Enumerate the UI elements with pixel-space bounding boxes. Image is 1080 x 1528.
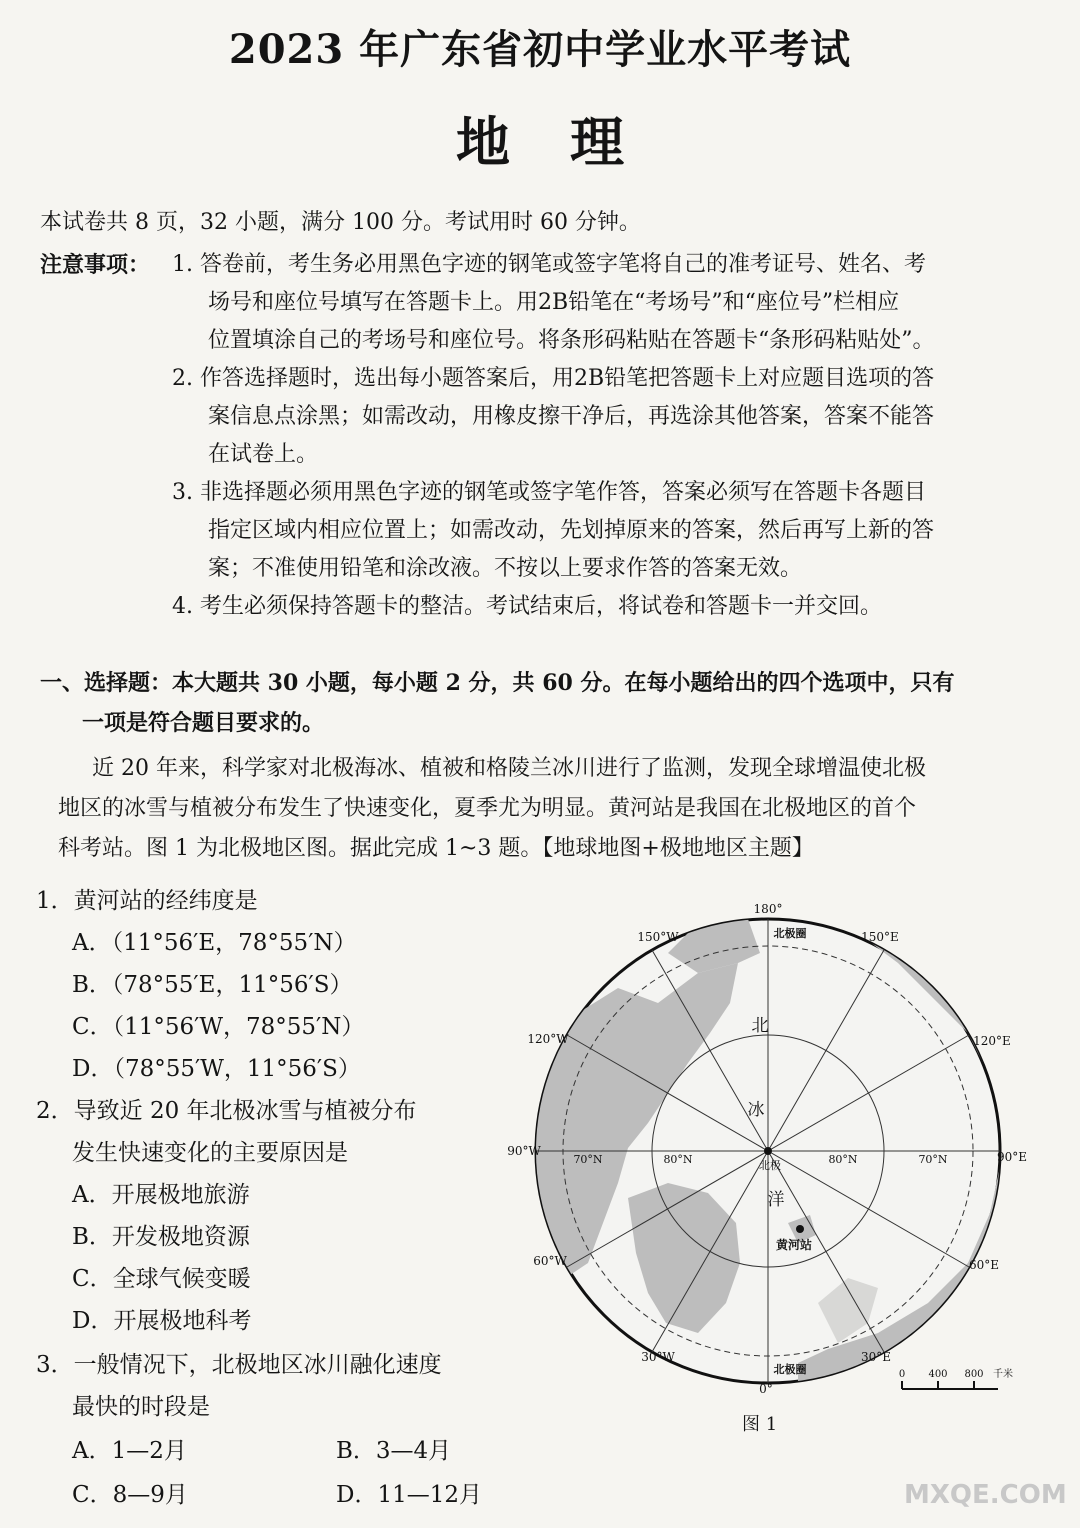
passage-line: 地区的冰雪与植被分布发生了快速变化，夏季尤为明显。黄河站是我国在北极地区的首个 [58,796,917,821]
question-stem: 2．导致近 20 年北极冰雪与植被分布 [36,1098,417,1124]
lon-label: 120°E [973,1034,1011,1048]
question-option: D．（78°55′W，11°56′S） [72,1056,361,1082]
passage-line: 科考站。图 1 为北极地区图。据此完成 1~3 题。【地球地图+极地地区主题】 [58,836,814,861]
note-line: 2. 作答选择题时，选出每小题答案后，用2B铅笔把答题卡上对应题目选项的答 [172,366,935,391]
scale-label: 0 [898,1369,906,1380]
question-option: D．开展极地科考 [72,1308,252,1334]
note-line: 3. 非选择题必须用黑色字迹的钢笔或签字笔作答，答案必须写在答题卡各题目 [172,480,926,505]
watermark-text: MXQE.COM [904,1480,1067,1510]
lon-label: 0° [759,1382,773,1393]
lat-label: 80°N [828,1153,858,1166]
note-line: 1. 答卷前，考生务必用黑色字迹的钢笔或签字笔将自己的准考证号、姓名、考 [172,252,926,277]
lon-label: 120°W [527,1032,569,1046]
question-option: B．（78°55′E，11°56′S） [72,972,353,998]
question-stem: 发生快速变化的主要原因是 [72,1140,348,1166]
notes-label: 注意事项： [40,252,151,278]
north-pole-marker [764,1147,772,1155]
note-line: 4. 考生必须保持答题卡的整洁。考试结束后，将试卷和答题卡一并交回。 [172,594,882,619]
lon-label: 60°E [968,1258,1000,1272]
station-label: 黄河站 [775,1238,813,1252]
section-heading-cont: 一项是符合题目要求的。 [82,710,325,736]
arctic-circle-label: 北极圈 [773,1363,807,1376]
note-line: 位置填涂自己的考场号和座位号。将条形码粘贴在答题卡“条形码粘贴处”。 [208,328,935,353]
lon-label: 30°W [641,1350,675,1364]
question-option: A．开展极地旅游 [72,1182,250,1208]
note-line: 案信息点涂黑；如需改动，用橡皮擦干净后，再选涂其他答案，答案不能答 [208,404,935,429]
scale-unit: 千米 [993,1369,1013,1380]
question-option: A．1—2月 [72,1438,187,1464]
question-option: C．（11°56′W，78°55′N） [72,1014,365,1040]
lon-label: 180° [753,902,783,916]
question-option: A．（11°56′E，78°55′N） [72,930,357,956]
question-stem: 3．一般情况下，北极地区冰川融化速度 [36,1352,442,1378]
lat-label: 70°N [918,1153,948,1166]
ocean-char: 冰 [747,1100,765,1120]
lat-label: 80°N [663,1153,693,1166]
note-line: 场号和座位号填写在答题卡上。用2B铅笔在“考场号”和“座位号”栏相应 [208,290,900,315]
exam-intro: 本试卷共 8 页，32 小题，满分 100 分。考试用时 60 分钟。 [40,210,641,235]
passage-line: 近 20 年来，科学家对北极海冰、植被和格陵兰冰川进行了监测，发现全球增温使北极 [92,756,926,781]
lat-label: 70°N [573,1153,603,1166]
scale-label: 800 [964,1369,984,1380]
question-stem: 1．黄河站的经纬度是 [36,888,258,914]
ocean-char: 洋 [767,1190,785,1210]
lon-label: 150°W [637,930,679,944]
note-line: 在试卷上。 [208,442,319,467]
subject-title: 地理 [456,110,684,174]
arctic-circle-label: 北极圈 [773,927,807,940]
arctic-map [498,893,1058,1393]
lon-label: 150°E [861,930,899,944]
scale-bar [899,1367,1013,1389]
figure-caption: 图 1 [742,1414,778,1435]
question-stem: 最快的时段是 [72,1394,210,1420]
lon-label: 90°W [507,1144,541,1158]
question-option: B．3—4月 [336,1438,452,1464]
section-heading: 一、选择题：本大题共 30 小题，每小题 2 分，共 60 分。在每小题给出的四个选项中，只有 [40,670,955,696]
note-line: 案；不准使用铅笔和涂改液。不按以上要求作答的答案无效。 [208,556,803,581]
question-option: B．开发极地资源 [72,1224,250,1250]
question-option: C．8—9月 [72,1482,188,1508]
ocean-char: 北 [751,1016,769,1036]
huanghe-station-marker [796,1225,804,1233]
question-option: D．11—12月 [336,1482,482,1508]
question-option: C．全球气候变暖 [72,1266,251,1292]
lon-label: 60°W [533,1254,567,1268]
exam-title: 2023 年广东省初中学业水平考试 [228,26,852,73]
scale-label: 400 [928,1369,948,1380]
lon-label: 30°E [860,1350,892,1364]
pole-label: 北极 [759,1159,781,1172]
lon-label: 90°E [996,1150,1028,1164]
note-line: 指定区域内相应位置上；如需改动，先划掉原来的答案，然后再写上新的答 [208,518,935,543]
